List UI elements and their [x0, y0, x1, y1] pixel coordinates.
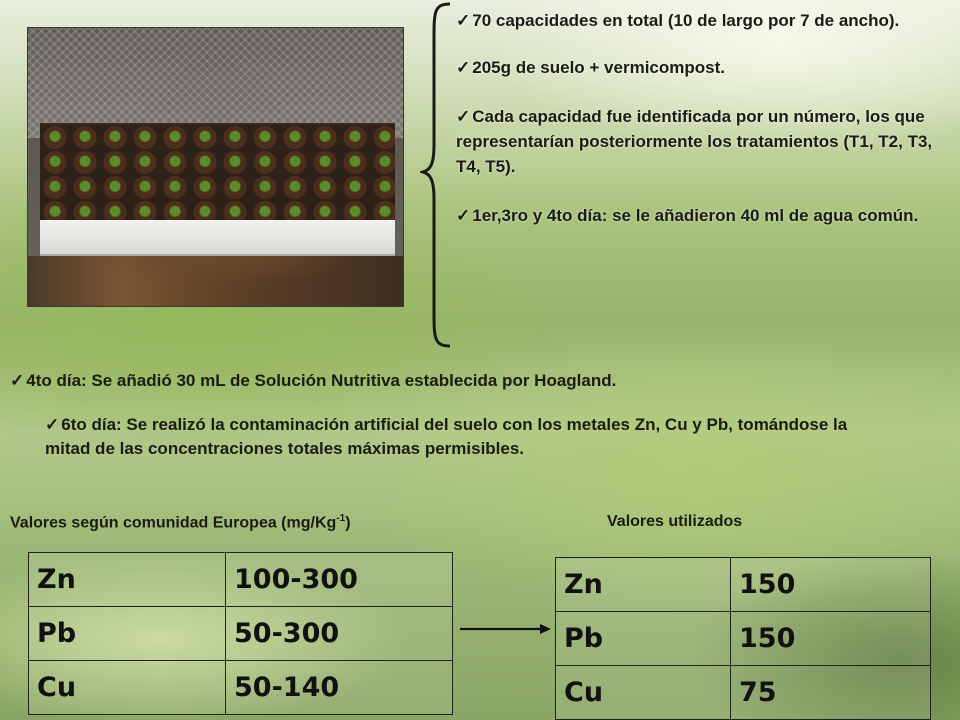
metal-cell: Pb [556, 612, 731, 666]
table-row [556, 612, 931, 666]
photo-seedling-cells [40, 123, 395, 223]
caption-eu-values [10, 513, 351, 532]
table-row [29, 553, 453, 607]
caption-eu-suffix: ) [345, 514, 351, 532]
bullet-item [456, 203, 956, 228]
checkmark-icon: ✓ [456, 58, 471, 77]
value-cell: 75 [731, 666, 931, 720]
bullet-item [456, 8, 956, 33]
bullet-text: 70 capacidades en total (10 de largo por 7 de ancho). [472, 11, 900, 30]
used-values-table [555, 557, 931, 720]
bullet-text: 205g de suelo + vermicompost. [472, 58, 725, 77]
value-cell: 150 [731, 612, 931, 666]
table-row [556, 558, 931, 612]
left-brace-icon [420, 0, 454, 350]
photo-mesh-cover [28, 28, 403, 138]
right-arrow-icon [458, 622, 553, 636]
bullet-text: Cada capacidad fue identificada por un número, los que representarían posteriormente los tratamientos (T1, T2, T3, T4, T5). [456, 107, 933, 176]
value-cell: 100-300 [226, 553, 453, 607]
metal-cell: Cu [29, 661, 226, 715]
note-text: 6to día: Se realizó la contaminación artificial del suelo con los metales Zn, Cu y Pb, tomándose la mitad de las concentraciones totales máximas permisibles. [45, 415, 848, 458]
table-row [29, 661, 453, 715]
metal-cell: Zn [556, 558, 731, 612]
value-cell: 50-300 [226, 607, 453, 661]
caption-used-values: Valores utilizados [607, 513, 743, 530]
metal-cell: Zn [29, 553, 226, 607]
metal-cell: Pb [29, 607, 226, 661]
eu-limits-table [28, 552, 453, 715]
bullet-item [456, 55, 956, 80]
caption-eu-text: Valores según comunidad Europea (mg/Kg [10, 514, 337, 532]
checkmark-icon: ✓ [456, 107, 471, 126]
checkmark-icon: ✓ [456, 11, 471, 30]
value-cell: 150 [731, 558, 931, 612]
seedling-tray-photo [27, 27, 404, 307]
bullet-text: 1er,3ro y 4to día: se le añadieron 40 ml de agua común. [472, 206, 919, 225]
checkmark-icon: ✓ [456, 206, 471, 225]
note-text: 4to día: Se añadió 30 mL de Solución Nutritiva establecida por Hoagland. [26, 371, 617, 390]
note-hoagland [10, 369, 910, 393]
photo-label-strip [40, 220, 395, 256]
metal-cell: Cu [556, 666, 731, 720]
table-row [556, 666, 931, 720]
checkmark-icon: ✓ [45, 415, 60, 434]
bullet-item [456, 104, 956, 179]
value-cell: 50-140 [226, 661, 453, 715]
caption-eu-exponent: -1 [336, 513, 346, 524]
method-bullet-list [456, 8, 956, 252]
photo-container [28, 256, 403, 307]
note-contamination [45, 413, 875, 461]
checkmark-icon: ✓ [10, 371, 25, 390]
table-row [29, 607, 453, 661]
